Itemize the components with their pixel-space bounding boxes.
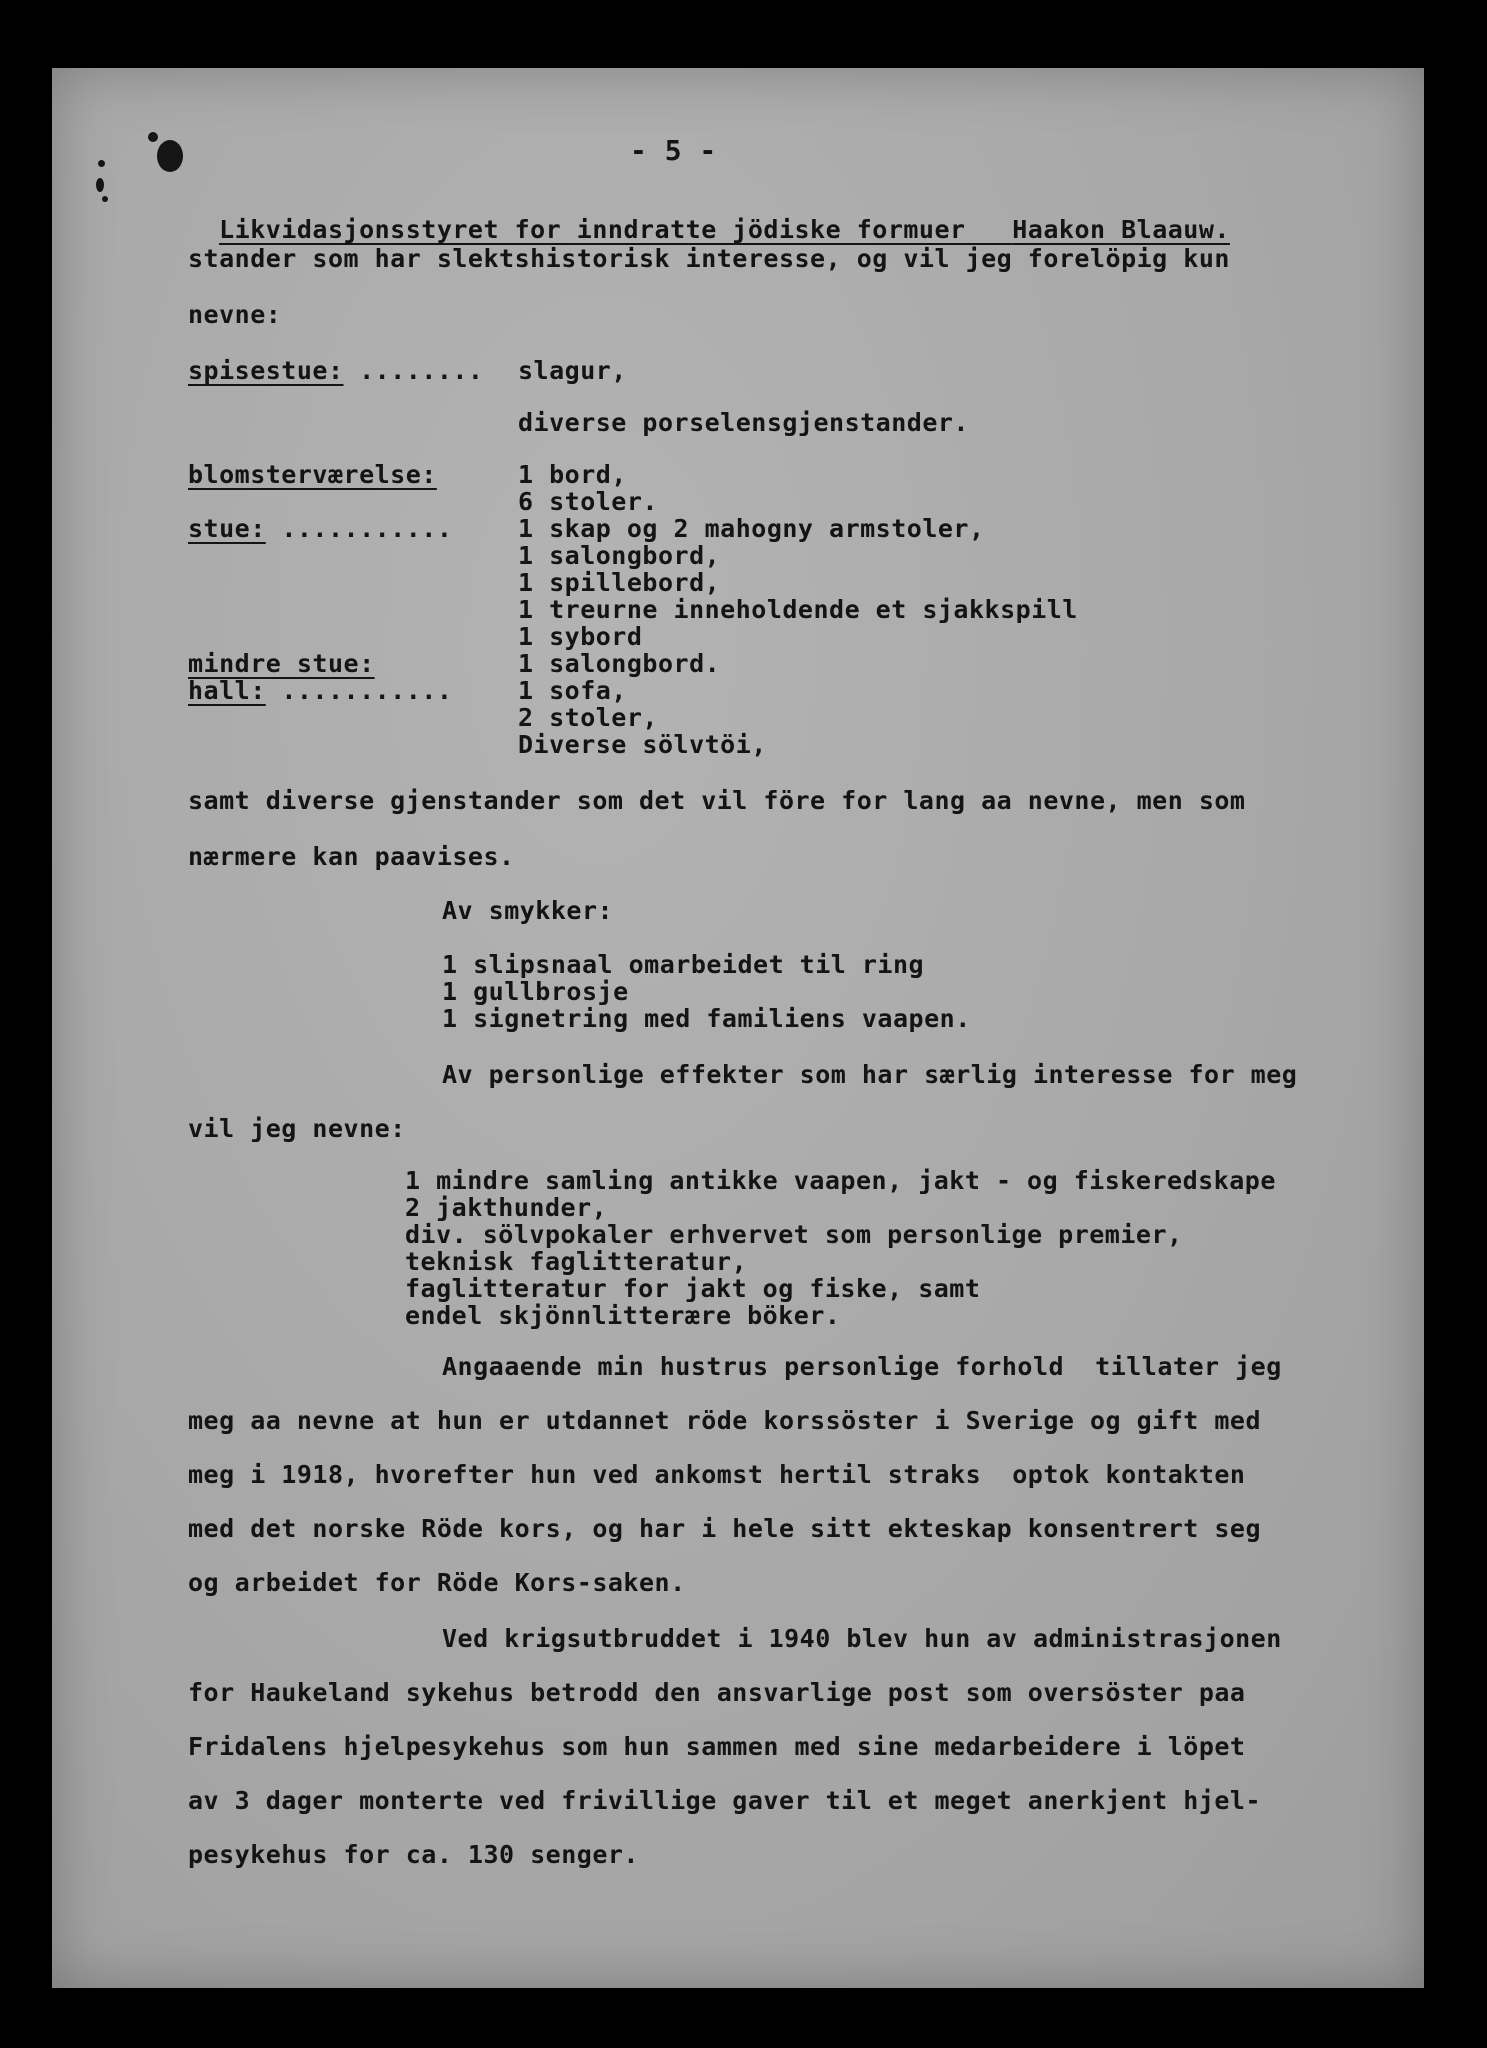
war-para-line: av 3 dager monterte ved frivillige gaver til et meget anerkjent hjel- (188, 1786, 1262, 1815)
ink-blot (98, 160, 105, 167)
ink-blot (102, 196, 108, 202)
header-name: Haakon Blaauw. (1012, 215, 1230, 244)
room-item: 6 stoler. (518, 487, 658, 516)
personal-item: endel skjönnlitterære böker. (405, 1301, 841, 1330)
header-line (188, 186, 1230, 244)
personal-intro-1: Av personlige effekter som har særlig interesse for meg (442, 1060, 1298, 1089)
wife-para-line: og arbeidet for Röde Kors-saken. (188, 1568, 686, 1597)
wife-para-line: meg i 1918, hvorefter hun ved ankomst hertil straks optok kontakten (188, 1460, 1246, 1489)
intro-line-2: nevne: (188, 300, 282, 329)
room-item: 1 sofa, (518, 676, 627, 705)
misc-line-2: nærmere kan paavises. (188, 842, 515, 871)
page-number: - 5 - (630, 134, 717, 167)
room-label-mindre-stue: mindre stue: (188, 649, 375, 678)
room-label-blomstervaerelse: blomsterværelse: (188, 460, 437, 489)
jewelry-heading: Av smykker: (442, 896, 614, 925)
wife-para-line: med det norske Röde kors, og har i hele sitt ekteskap konsentrert seg (188, 1514, 1262, 1543)
room-item: 1 sybord (518, 622, 643, 651)
room-item: 1 skap og 2 mahogny armstoler, (518, 514, 985, 543)
header-organization: Likvidasjonsstyret for inndratte jödiske formuer (219, 215, 966, 244)
room-label-hall: hall: ........... (188, 676, 453, 705)
war-para-line: Fridalens hjelpesykehus som hun sammen med sine medarbeidere i löpet (188, 1732, 1246, 1761)
personal-item: teknisk faglitteratur, (405, 1247, 748, 1276)
room-label-spisestue: spisestue: ........ (188, 356, 484, 385)
room-item: slagur, (518, 356, 627, 385)
misc-line-1: samt diverse gjenstander som det vil före for lang aa nevne, men som (188, 786, 1246, 815)
jewelry-item: 1 gullbrosje (442, 977, 629, 1006)
room-item: diverse porselensgjenstander. (518, 408, 969, 437)
personal-item: 2 jakthunder, (405, 1193, 608, 1222)
ink-blot (157, 140, 183, 172)
personal-item: 1 mindre samling antikke vaapen, jakt - og fiskeredskape (405, 1166, 1276, 1195)
intro-line-1: stander som har slektshistorisk interesse, og vil jeg forelöpig kun (188, 244, 1230, 273)
ink-blot (96, 178, 104, 192)
jewelry-item: 1 signetring med familiens vaapen. (442, 1004, 971, 1033)
room-item: 2 stoler, (518, 703, 658, 732)
wife-para-line: Angaaende min hustrus personlige forhold tillater jeg (442, 1352, 1282, 1381)
war-para-line: for Haukeland sykehus betrodd den ansvarlige post som oversöster paa (188, 1678, 1246, 1707)
personal-intro-2: vil jeg nevne: (188, 1114, 406, 1143)
room-item: 1 treurne inneholdende et sjakkspill (518, 595, 1078, 624)
wife-para-line: meg aa nevne at hun er utdannet röde korssöster i Sverige og gift med (188, 1406, 1262, 1435)
ink-blot (148, 132, 158, 142)
war-para-line: pesykehus for ca. 130 senger. (188, 1840, 639, 1869)
room-item: 1 salongbord, (518, 541, 721, 570)
room-label-stue: stue: ........... (188, 514, 453, 543)
room-item: 1 salongbord. (518, 649, 721, 678)
personal-item: faglitteratur for jakt og fiske, samt (405, 1274, 981, 1303)
war-para-line: Ved krigsutbruddet i 1940 blev hun av administrasjonen (442, 1624, 1282, 1653)
personal-item: div. sölvpokaler erhvervet som personlige premier, (405, 1220, 1183, 1249)
room-item: Diverse sölvtöi, (518, 730, 767, 759)
room-item: 1 spillebord, (518, 568, 721, 597)
room-item: 1 bord, (518, 460, 627, 489)
jewelry-item: 1 slipsnaal omarbeidet til ring (442, 950, 925, 979)
